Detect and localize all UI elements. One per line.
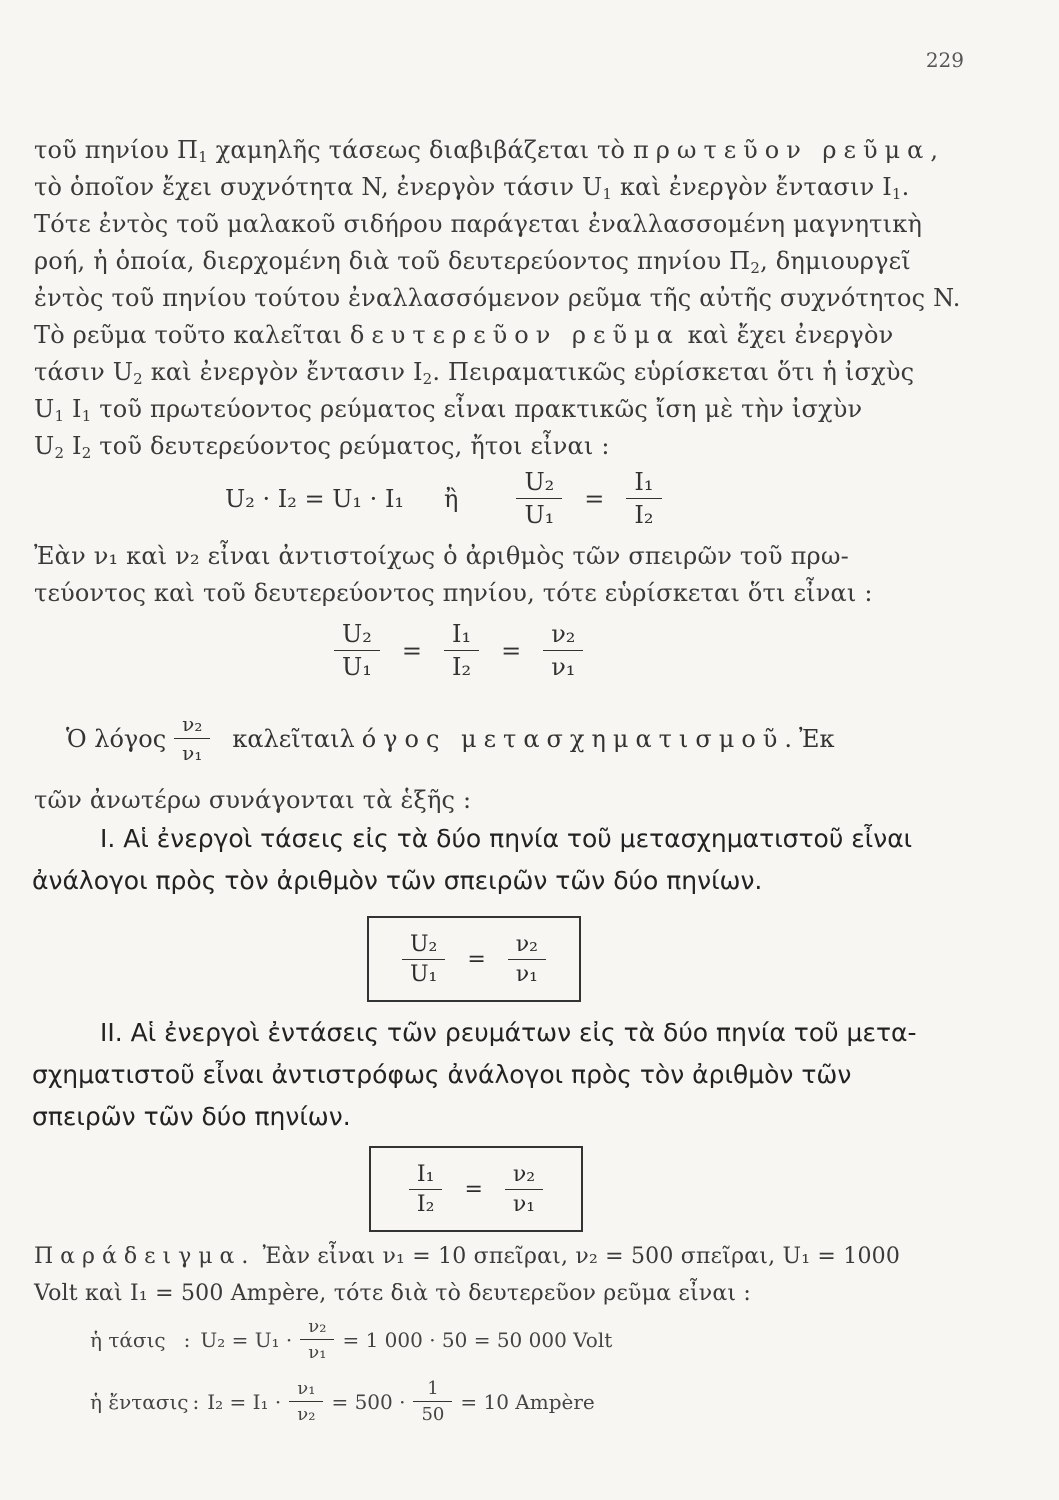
text: = 1 000 · 50 = 50 000 Volt bbox=[342, 1327, 613, 1352]
fraction bbox=[543, 620, 583, 681]
text: U₂ = U₁ · bbox=[200, 1327, 293, 1352]
text: χαμηλῆς τάσεως διαβιβάζεται τὸ bbox=[207, 136, 633, 164]
text-line: ἐντὸς τοῦ πηνίου τούτου ἐναλλασσόμενον ρεῦμα τῆς αὐτῆς συχνότητος N. bbox=[34, 284, 961, 312]
subscript: 1 bbox=[198, 148, 208, 166]
fraction bbox=[516, 468, 562, 529]
denominator: ν₁ bbox=[508, 959, 546, 987]
subscript: 2 bbox=[422, 370, 433, 388]
label: ἡ τάσις bbox=[90, 1327, 166, 1352]
text: , δημιουργεῖ bbox=[760, 247, 911, 275]
fraction bbox=[174, 712, 210, 765]
numerator: I₁ bbox=[634, 468, 654, 496]
text-line: σχηματιστοῦ εἶναι ἀντιστρόφως ἀνάλογοι πρὸς τὸν ἀριθμὸν τῶν bbox=[32, 1060, 852, 1089]
fraction bbox=[300, 1316, 334, 1363]
text: = 500 · bbox=[331, 1389, 406, 1414]
fraction bbox=[289, 1378, 323, 1425]
equation-or: ἢ bbox=[444, 484, 459, 513]
subscript: 1 bbox=[54, 407, 65, 425]
boxed-formula-current bbox=[369, 1146, 583, 1232]
example-current-calc bbox=[90, 1378, 595, 1425]
text: I bbox=[64, 395, 82, 423]
text: U bbox=[34, 432, 55, 460]
equals-sign: = bbox=[501, 636, 522, 665]
text: τοῦ πηνίου Π bbox=[34, 136, 199, 164]
text: τοῦ πρωτεύοντος ρεύματος εἶναι πρακτικῶς ἴση μὲ τὴν ἰσχὺν bbox=[91, 395, 863, 423]
text: Ἐὰν εἶναι ν₁ = 10 σπεῖραι, ν₂ = 500 σπεῖραι, U₁ = 1000 bbox=[255, 1244, 901, 1269]
denominator: U₁ bbox=[402, 959, 445, 987]
numerator: ν₂ bbox=[308, 1316, 327, 1337]
equals-sign: = bbox=[464, 1176, 483, 1202]
subscript: 1 bbox=[81, 407, 92, 425]
text: Τὸ ρεῦμα τοῦτο καλεῖται bbox=[34, 321, 350, 349]
text: . Πειραματικῶς εὑρίσκεται ὅτι ἡ ἰσχὺς bbox=[432, 358, 915, 386]
term-secondary-current: δευτερεῦον ρεῦμα bbox=[349, 321, 680, 349]
fraction bbox=[626, 468, 661, 529]
text-line: I. Αἱ ἐνεργοὶ τάσεις εἰς τὰ δύο πηνία τοῦ μετασχηματιστοῦ εἶναι bbox=[100, 824, 913, 853]
fraction bbox=[505, 1162, 543, 1217]
numerator: I₁ bbox=[451, 620, 472, 648]
denominator: I₂ bbox=[444, 650, 479, 681]
page-number: 229 bbox=[925, 48, 964, 72]
text-line: ἀνάλογοι πρὸς τὸν ἀριθμὸν τῶν σπειρῶν τῶν δύο πηνίων. bbox=[32, 866, 763, 895]
text: Ἐκ bbox=[798, 724, 835, 753]
fraction bbox=[409, 1162, 443, 1217]
subscript: 1 bbox=[602, 185, 613, 203]
numerator: 1 bbox=[427, 1378, 439, 1399]
fraction bbox=[334, 620, 380, 681]
text: καλεῖται bbox=[232, 724, 340, 753]
denominator: ν₂ bbox=[289, 1401, 323, 1425]
denominator: ν₁ bbox=[300, 1339, 334, 1363]
denominator: ν₁ bbox=[543, 650, 583, 681]
equation-ratio-chain bbox=[326, 620, 591, 681]
text: τοῦ δευτερεύοντος ρεύματος, ἤτοι εἶναι : bbox=[91, 432, 610, 460]
numerator: ν₂ bbox=[512, 1161, 536, 1187]
text-line bbox=[34, 169, 914, 206]
denominator: 50 bbox=[413, 1401, 452, 1425]
subscript: 2 bbox=[81, 444, 92, 462]
text: καὶ ἐνεργὸν ἔντασιν I bbox=[612, 173, 892, 201]
subscript: 2 bbox=[133, 370, 143, 388]
text: I bbox=[64, 432, 82, 460]
text: I₂ = I₁ · bbox=[207, 1389, 282, 1414]
numerator: ν₂ bbox=[515, 931, 538, 957]
paragraph-3-line-2 bbox=[34, 782, 914, 819]
text-line bbox=[34, 391, 914, 428]
term-primary-current: πρωτεῦον ρεῦμα, bbox=[632, 136, 945, 164]
fraction bbox=[508, 932, 546, 987]
label: ἡ ἔντασις bbox=[90, 1389, 189, 1414]
text: ροή, ἡ ὁποία, διερχομένη διὰ τοῦ δευτερεύοντος πηνίου Π bbox=[34, 247, 751, 275]
text-line: Ἐὰν ν₁ καὶ ν₂ εἶναι ἀντιστοίχως ὁ ἀριθμὸς τῶν σπειρῶν τοῦ πρω- bbox=[34, 542, 849, 570]
text-line: σπειρῶν τῶν δύο πηνίων. bbox=[32, 1102, 351, 1131]
equals-sign: = bbox=[584, 484, 605, 513]
paragraph-2 bbox=[34, 538, 914, 612]
numerator: U₂ bbox=[409, 931, 438, 957]
numerator: ν₁ bbox=[297, 1378, 316, 1399]
numerator: I₁ bbox=[416, 1161, 435, 1187]
rule-2 bbox=[32, 1012, 920, 1138]
text-line: II. Αἱ ἐνεργοὶ ἐντάσεις τῶν ρευμάτων εἰς τὰ δύο πηνία τοῦ μετα- bbox=[100, 1018, 917, 1047]
denominator: I₂ bbox=[409, 1189, 443, 1217]
numerator: ν₂ bbox=[551, 620, 576, 648]
text: . bbox=[901, 173, 910, 201]
text: καὶ ἔχει ἐνεργὸν bbox=[679, 321, 894, 349]
example-label: Παράδειγμα. bbox=[34, 1244, 256, 1269]
text: καὶ ἐνεργὸν ἔντασιν I bbox=[142, 358, 423, 386]
text-line bbox=[34, 132, 945, 169]
colon: : bbox=[183, 1327, 191, 1352]
subscript: 2 bbox=[750, 259, 761, 277]
boxed-formula-voltage bbox=[367, 916, 581, 1002]
paragraph-1 bbox=[34, 132, 961, 465]
equals-sign: = bbox=[467, 946, 486, 972]
colon: : bbox=[192, 1389, 200, 1414]
denominator: ν₁ bbox=[174, 738, 210, 765]
text-line bbox=[34, 317, 914, 354]
equation-lhs: U₂ · I₂ = U₁ · I₁ bbox=[225, 484, 405, 513]
example-paragraph bbox=[34, 1238, 1024, 1312]
text: = 10 Ampère bbox=[460, 1389, 595, 1414]
subscript: 1 bbox=[891, 185, 902, 203]
denominator: I₂ bbox=[626, 498, 661, 529]
subscript: 2 bbox=[54, 444, 65, 462]
paragraph-3-line-1 bbox=[66, 712, 834, 765]
text-line: Τότε ἐντὸς τοῦ μαλακοῦ σιδήρου παράγεται ἐναλλασσομένη μαγνητικὴ bbox=[34, 210, 923, 238]
rule-1 bbox=[32, 818, 920, 902]
term-transformation-ratio: λόγος μετασχηματισμοῦ. bbox=[339, 724, 799, 753]
fraction bbox=[402, 932, 445, 987]
equals-sign: = bbox=[401, 636, 422, 665]
text-line: τεύοντος καὶ τοῦ δευτερεύοντος πηνίου, τότε εὑρίσκεται ὅτι εἶναι : bbox=[34, 579, 873, 607]
fraction bbox=[444, 620, 479, 681]
example-voltage-calc bbox=[90, 1316, 612, 1363]
text: Ὁ λόγος bbox=[66, 724, 167, 753]
text-line bbox=[34, 1238, 1024, 1275]
text: U bbox=[34, 395, 55, 423]
denominator: ν₁ bbox=[505, 1189, 543, 1217]
text-line bbox=[34, 243, 914, 280]
denominator: U₁ bbox=[334, 650, 380, 681]
numerator: U₂ bbox=[524, 468, 555, 496]
equation-power-balance bbox=[225, 468, 670, 529]
numerator: U₂ bbox=[342, 620, 372, 648]
text-line bbox=[34, 354, 914, 391]
fraction bbox=[413, 1378, 452, 1425]
text: τὸ ὁποῖον ἔχει συχνότητα N, ἐνεργὸν τάσιν U bbox=[34, 173, 603, 201]
text-line: Volt καὶ I₁ = 500 Ampère, τότε διὰ τὸ δευτερεῦον ρεῦμα εἶναι : bbox=[34, 1281, 752, 1306]
text: τάσιν U bbox=[34, 358, 134, 386]
numerator: ν₂ bbox=[182, 712, 203, 736]
text-line: τῶν ἀνωτέρω συνάγονται τὰ ἑξῆς : bbox=[34, 786, 472, 814]
denominator: U₁ bbox=[516, 498, 562, 529]
text-line bbox=[34, 428, 914, 465]
